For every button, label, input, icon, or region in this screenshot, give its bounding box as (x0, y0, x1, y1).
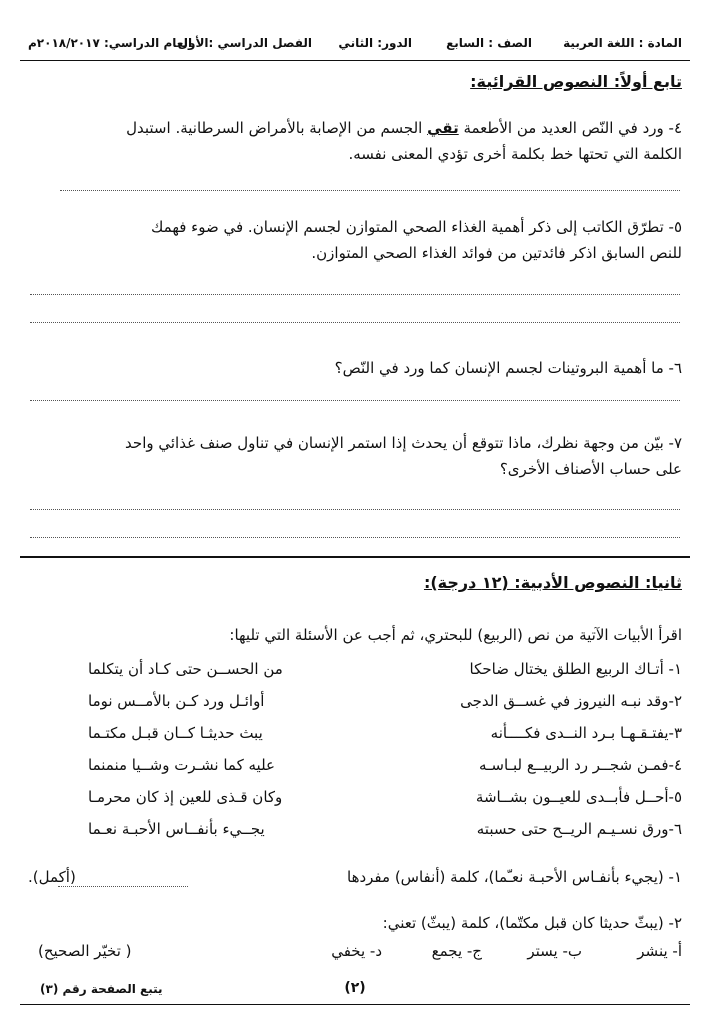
subject-label: المادة : اللغة العربية (563, 36, 682, 50)
sq1-suffix: (أكمل). (28, 868, 76, 886)
question-5 (28, 214, 682, 266)
header-divider (20, 60, 690, 61)
sq1-text: ١- (يجيء بأنفـاس الأحبـة نعـّما)، كلمة (أنفاس) مفردها (347, 868, 682, 886)
answer-line[interactable] (30, 509, 680, 510)
poem-verses (28, 660, 682, 850)
section2-intro: اقرأ الأبيات الآتية من نص (الربيع) للبحتري، ثم أجب عن الأسئلة التي تليها: (229, 626, 682, 644)
footer-divider (20, 1004, 690, 1005)
round-label: الدور: الثاني (338, 36, 412, 50)
answer-line[interactable] (60, 190, 680, 191)
q5-line1: ٥- تطرّق الكاتب إلى ذكر أهمية الغذاء الصحي المتوازن لجسم الإنسان. في ضوء فهمك (151, 218, 682, 236)
section-divider (20, 556, 690, 558)
option-b[interactable]: ب- يستر (527, 942, 582, 960)
sub-question-1 (28, 868, 682, 894)
answer-line[interactable] (30, 537, 680, 538)
verse-left: أوائـل ورد كـن بالأمــس نوما (88, 692, 265, 710)
section2-title: ثانيا: النصوص الأدبية: (١٢ درجة): (423, 573, 682, 592)
year-label: العام الدراسي: ٢٠١٨/٢٠١٧م (28, 36, 193, 50)
verse-right: ٣-يفتـقـهـا بـرد النــدى فكــــأنه (490, 724, 682, 742)
q4-line2: الكلمة التي تحتها خط بكلمة أخرى تؤدي المعنى نفسه. (348, 145, 682, 163)
verse-left: يجــيء بأنفــاس الأحبـة نعـما (88, 820, 265, 838)
option-d[interactable]: د- يخفي (331, 942, 382, 960)
question-6: ٦- ما أهمية البروتينات لجسم الإنسان كما ورد في النّص؟ (334, 359, 682, 377)
verse-right: ٥-أحــل فأبــدى للعيــون بشــاشة (475, 788, 682, 806)
question-4 (28, 115, 682, 167)
question-7 (28, 430, 682, 482)
option-a[interactable]: أ- ينشر (637, 942, 682, 960)
verse-right: ١- أتـاك الربيع الطلق يختال ضاحكا (469, 660, 682, 678)
option-c[interactable]: ج- يجمع (431, 942, 482, 960)
q7-line2: على حساب الأصناف الأخرى؟ (499, 460, 682, 478)
grade-label: الصف : السابع (446, 36, 532, 50)
verse-left: من الحســن حتى كـاد أن يتكلما (88, 660, 283, 678)
exam-header (28, 36, 682, 56)
sq2-options (28, 942, 682, 968)
term-label: الفصل الدراسي :الأول (177, 36, 312, 50)
q4-underlined-word: تقي (427, 119, 459, 137)
verse-right: ٦-ورق نسـيـم الريــح حتى حسبته (476, 820, 682, 838)
answer-line[interactable] (30, 294, 680, 295)
q4-text-before: ٤- ورد في النّص العديد من الأطعمة (458, 119, 682, 137)
answer-line[interactable] (30, 400, 680, 401)
verse-right: ٤-فمـن شجــر رد الربيــع لبـاسـه (479, 756, 682, 774)
section1-title: تابع أولاً: النصوص القرائية: (470, 72, 682, 91)
q5-line2: للنص السابق اذكر فائدتين من فوائد الغذاء الصحي المتوازن. (311, 244, 682, 262)
verse-right: ٢-وقد نبـه النيروز في غســق الدجى (460, 692, 682, 710)
page-number: (٢) (344, 980, 366, 996)
sub-question-2: ٢- (يبثّ حديثا كان قبل مكتّما)، كلمة (يبثّ) تعني: (382, 914, 682, 932)
q4-line1 (28, 115, 682, 141)
verse-left: وكان قـذى للعين إذ كان محرمـا (88, 788, 283, 806)
verse-left: يبث حديثـا كــان قبـل مكتـما (88, 724, 263, 742)
sq1-answer-blank[interactable] (58, 886, 188, 887)
q4-text-after: الجسم من الإصابة بالأمراض السرطانية. استبدل (126, 119, 428, 137)
answer-line[interactable] (30, 322, 680, 323)
verse-left: عليه كما نشـرت وشــيا منمنما (88, 756, 275, 774)
q7-line1: ٧- بيّن من وجهة نظرك، ماذا تتوقع أن يحدث إذا استمر الإنسان في تناول صنف غذائي واحد (125, 434, 682, 452)
choose-correct-hint: ( تخيّر الصحيح) (38, 942, 132, 960)
next-page-note: يتبع الصفحة رقم (٣) (40, 982, 163, 996)
